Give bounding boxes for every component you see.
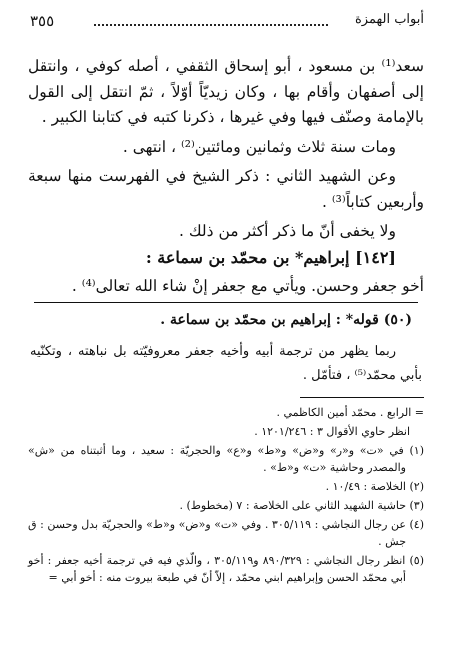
footnotes [28, 404, 424, 588]
footnote-3: (٣) حاشية الشهيد الثاني على الخلاصة : ٧ (مخطوط) . [179, 499, 424, 512]
commentary-text: ربما يظهر من ترجمة أبيه وأخيه جعفر معروفيّته بل نباهته ، وتكنّيه بأبي محمّد⁽⁵⁾ ، فتأمّل . [30, 344, 422, 383]
running-title: أبواب الهمزة [355, 12, 424, 27]
main-paragraph-2: ومات سنة ثلاث وثمانين ومائتين⁽²⁾ ، انتهى . [122, 137, 396, 156]
commentary-heading: (٥٠) قوله* : إبراهيم بن محمّد بن سماعة . [160, 312, 412, 328]
main-divider [34, 302, 418, 303]
commentary-text-block [30, 340, 422, 388]
main-paragraph-4: ولا يخفى أنّ ما ذكر أكثر من ذلك . [179, 222, 396, 240]
footnote-5: (٥) انظر رجال النجاشي : ٨٩٠/٣٢٩ و٣٠٥/١١٩ ، والّذي فيه في ترجمة أخيه جعفر : أخو أبي محمّد الحسن وإبراهيم ابني محمّد ، إلاّ أنّ في طبعة بيروت منه : أخو أبي = [28, 554, 424, 584]
page-number: ٣٥٥ [30, 12, 55, 30]
main-paragraph-1: سعد⁽¹⁾ بن مسعود ، أبو إسحاق الثقفي ، أصله كوفي ، وانتقل إلى أصفهان وأقام بها ، وكان زيديّاً أوّلاً ، ثمّ انتقل إلى القول بالإمامة وصنّف فيها وفي غيرها ، ذكرنا كتبه في كتابنا الكبير . [28, 57, 424, 126]
footnote-2: (٢) الخلاصة : ١٠/٤٩ . [325, 480, 424, 493]
footnote-divider [300, 397, 424, 398]
main-text [28, 54, 424, 300]
footnote-4: (٤) عن رجال النجاشي : ٣٠٥/١١٩ . وفي «ت» و«ض» و«ط» والحجريّة بدل وحسن : ق جش . [28, 518, 424, 548]
footnote-continuation-2: انظر حاوي الأقوال ٣ : ١٢٠١/٢٤٦ . [254, 425, 410, 438]
footnote-continuation-1: = الرابع . محمّد أمين الكاظمي . [276, 406, 424, 419]
header-dotted-leader [94, 10, 328, 26]
main-paragraph-3: وعن الشهيد الثاني : ذكر الشيخ في الفهرست منها سبعة وأربعين كتاباً⁽³⁾ . [28, 167, 424, 211]
footnote-1: (١) في «ت» و«ر» و«ض» و«ط» و«ع» والحجريّة : سعيد ، وما أثبتناه من «ش» والمصدر وحاشية «ت» و«ط» . [28, 444, 424, 474]
entry-heading: [١٤٢] إبراهيم* بن محمّد بن سماعة : [145, 247, 396, 267]
running-header [30, 10, 424, 34]
main-paragraph-5: أخو جعفر وحسن. ويأتي مع جعفر إنْ شاء الله تعالى⁽⁴⁾ . [71, 277, 424, 295]
